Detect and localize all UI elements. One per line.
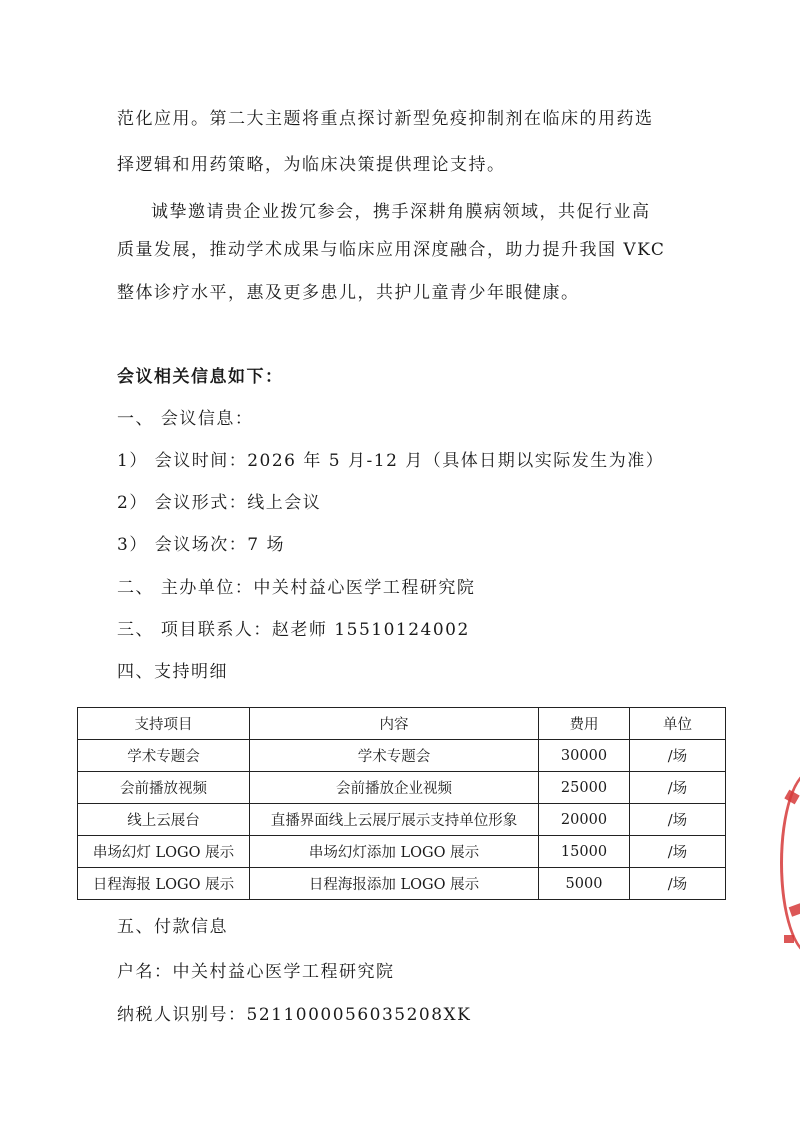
table-cell: 线上云展台 xyxy=(78,804,250,836)
table-header-unit: 单位 xyxy=(630,708,726,740)
table-row xyxy=(78,836,726,868)
organizer: 二、 主办单位：中关村益心医学工程研究院 xyxy=(117,578,476,598)
paragraph-2-line-1: 诚挚邀请贵企业拨冗参会，携手深耕角膜病领域，共促行业高 xyxy=(151,202,651,222)
table-cell: 学术专题会 xyxy=(78,740,250,772)
paragraph-2-line-2: 质量发展，推动学术成果与临床应用深度融合，助力提升我国 VKC xyxy=(117,240,666,260)
table-header-fee: 费用 xyxy=(539,708,630,740)
meeting-time: 1） 会议时间：2026 年 5 月-12 月（具体日期以实际发生为准） xyxy=(117,451,665,471)
payee-name: 户名：中关村益心医学工程研究院 xyxy=(117,962,395,982)
table-row xyxy=(78,868,726,900)
table-cell: 日程海报 LOGO 展示 xyxy=(78,868,250,900)
paragraph-1-line-2: 择逻辑和用药策略，为临床决策提供理论支持。 xyxy=(117,155,506,175)
section-4-heading: 四、支持明细 xyxy=(117,662,228,682)
table-row xyxy=(78,740,726,772)
table-row xyxy=(78,804,726,836)
table-cell: 会前播放企业视频 xyxy=(250,772,539,804)
stamp-mark xyxy=(784,935,794,943)
table-header-item: 支持项目 xyxy=(78,708,250,740)
table-header-row xyxy=(78,708,726,740)
table-cell: /场 xyxy=(630,740,726,772)
table-header-content: 内容 xyxy=(250,708,539,740)
table-cell: 25000 xyxy=(539,772,630,804)
info-heading: 会议相关信息如下： xyxy=(117,367,284,387)
contact-person: 三、 项目联系人：赵老师 15510124002 xyxy=(117,620,470,640)
table-cell: 30000 xyxy=(539,740,630,772)
table-cell: 20000 xyxy=(539,804,630,836)
meeting-sessions: 3） 会议场次：7 场 xyxy=(117,535,285,555)
table-cell: 会前播放视频 xyxy=(78,772,250,804)
table-cell: 直播界面线上云展厅展示支持单位形象 xyxy=(250,804,539,836)
tax-id: 纳税人识别号：5211000056035208XK xyxy=(117,1005,472,1025)
table-cell: 串场幻灯 LOGO 展示 xyxy=(78,836,250,868)
table-cell: /场 xyxy=(630,836,726,868)
table-cell: 15000 xyxy=(539,836,630,868)
table-cell: 日程海报添加 LOGO 展示 xyxy=(250,868,539,900)
table-cell: /场 xyxy=(630,772,726,804)
support-details-table xyxy=(77,707,726,900)
table-row xyxy=(78,772,726,804)
table-cell: /场 xyxy=(630,868,726,900)
table-cell: /场 xyxy=(630,804,726,836)
table-cell: 学术专题会 xyxy=(250,740,539,772)
table-cell: 串场幻灯添加 LOGO 展示 xyxy=(250,836,539,868)
paragraph-1-line-1: 范化应用。第二大主题将重点探讨新型免疫抑制剂在临床的用药选 xyxy=(117,109,654,129)
section-1-heading: 一、 会议信息： xyxy=(117,409,254,429)
paragraph-2-line-3: 整体诊疗水平，惠及更多患儿，共护儿童青少年眼健康。 xyxy=(117,283,580,303)
section-5-heading: 五、付款信息 xyxy=(117,917,228,937)
meeting-format: 2） 会议形式：线上会议 xyxy=(117,493,322,513)
table-cell: 5000 xyxy=(539,868,630,900)
